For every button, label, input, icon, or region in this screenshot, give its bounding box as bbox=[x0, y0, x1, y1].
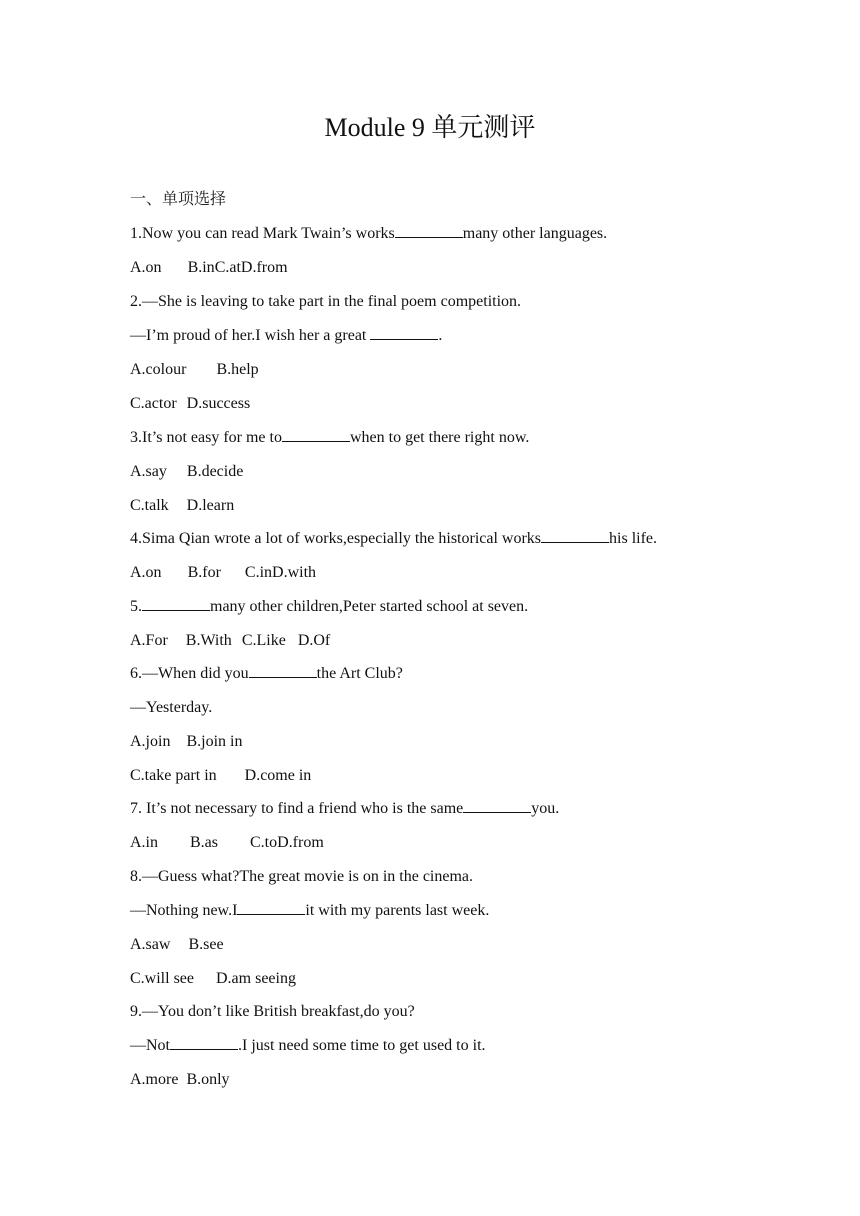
question-text: 1.Now you can read Mark Twain’s works bbox=[130, 225, 395, 242]
page-title: Module 9 单元测评 bbox=[324, 113, 536, 142]
option-d: D.Of bbox=[297, 632, 331, 649]
answer-blank bbox=[463, 799, 531, 813]
answer-blank bbox=[370, 326, 438, 340]
option-b: B.only bbox=[186, 1071, 230, 1088]
option-b: B.decide bbox=[186, 463, 244, 480]
question-3 bbox=[130, 427, 529, 449]
question-4-options bbox=[130, 562, 316, 584]
section-heading: 一、单项选择 bbox=[130, 189, 227, 208]
option-d: D.from bbox=[240, 259, 288, 276]
option-a: A.For bbox=[130, 632, 168, 649]
question-9: 9.—You don’t like British breakfast,do you? bbox=[130, 1003, 415, 1020]
option-a: A.say bbox=[130, 463, 167, 480]
option-b: B.for bbox=[187, 564, 221, 581]
option-c: C.take part in bbox=[130, 767, 217, 784]
question-8: 8.—Guess what?The great movie is on in the cinema. bbox=[130, 868, 474, 885]
question-text: 7. It’s not necessary to find a friend who is the same bbox=[130, 800, 464, 817]
question-2-line-2 bbox=[130, 325, 442, 347]
answer-blank bbox=[249, 664, 317, 678]
question-text: you. bbox=[531, 800, 560, 817]
option-c: C.to bbox=[250, 834, 278, 851]
answer-blank bbox=[237, 901, 305, 915]
question-text: it with my parents last week. bbox=[305, 902, 490, 919]
option-b: B.see bbox=[188, 936, 224, 953]
question-8-options-2 bbox=[130, 968, 296, 990]
answer-blank bbox=[170, 1036, 238, 1050]
option-b: B.as bbox=[190, 834, 218, 851]
option-b: B.With bbox=[185, 632, 232, 649]
option-c: C.Like bbox=[241, 632, 286, 649]
question-text: the Art Club? bbox=[316, 665, 403, 682]
question-2: 2.—She is leaving to take part in the final poem competition. bbox=[130, 293, 522, 310]
question-text: many other languages. bbox=[462, 225, 608, 242]
question-text: his life. bbox=[609, 530, 658, 547]
answer-blank bbox=[541, 529, 609, 543]
option-b: B.join in bbox=[186, 733, 243, 750]
answer-blank bbox=[142, 597, 210, 611]
option-a: A.join bbox=[130, 733, 171, 750]
option-a: A.more bbox=[130, 1071, 179, 1088]
option-d: D.from bbox=[277, 834, 324, 851]
option-c: C.will see bbox=[130, 970, 194, 987]
question-text: —I’m proud of her.I wish her a great bbox=[130, 327, 371, 344]
question-8-options-1 bbox=[130, 934, 224, 956]
option-c: C.talk bbox=[130, 497, 169, 514]
question-3-options-1 bbox=[130, 461, 243, 483]
question-5 bbox=[130, 596, 528, 618]
question-text: many other children,Peter started school at seven. bbox=[210, 598, 529, 615]
question-1 bbox=[130, 223, 607, 245]
option-b: B.in bbox=[187, 259, 215, 276]
answer-blank bbox=[395, 224, 463, 238]
question-text: 3.It’s not easy for me to bbox=[130, 429, 282, 446]
question-6 bbox=[130, 663, 403, 685]
option-c: C.at bbox=[214, 259, 241, 276]
option-d: D.success bbox=[186, 395, 251, 412]
question-6-line-2: —Yesterday. bbox=[130, 699, 213, 716]
option-d: D.learn bbox=[186, 497, 235, 514]
question-text: —Nothing new.I bbox=[130, 902, 238, 919]
question-text: .I just need some time to get used to it. bbox=[238, 1037, 486, 1054]
question-4 bbox=[130, 528, 657, 550]
option-d: D.with bbox=[272, 564, 317, 581]
question-text: —Not bbox=[130, 1037, 170, 1054]
question-7-options bbox=[130, 832, 324, 854]
question-7 bbox=[130, 798, 559, 820]
option-d: D.come in bbox=[244, 767, 312, 784]
question-5-options bbox=[130, 630, 330, 652]
question-2-options-1 bbox=[130, 359, 259, 381]
option-b: B.help bbox=[216, 361, 259, 378]
option-c: C.actor bbox=[130, 395, 177, 412]
question-9-line-2 bbox=[130, 1035, 486, 1057]
option-a: A.in bbox=[130, 834, 158, 851]
question-1-options bbox=[130, 257, 288, 279]
question-text: when to get there right now. bbox=[349, 429, 530, 446]
option-a: A.colour bbox=[130, 361, 187, 378]
question-9-options-1 bbox=[130, 1069, 230, 1091]
option-a: A.saw bbox=[130, 936, 171, 953]
question-6-options-2 bbox=[130, 765, 311, 787]
question-6-options-1 bbox=[130, 731, 242, 753]
question-3-options-2 bbox=[130, 495, 234, 517]
option-a: A.on bbox=[130, 564, 162, 581]
option-c: C.in bbox=[244, 564, 273, 581]
answer-blank bbox=[282, 428, 350, 442]
question-text: 4.Sima Qian wrote a lot of works,especially the historical works bbox=[130, 530, 542, 547]
option-d: D.am seeing bbox=[216, 970, 296, 987]
question-2-options-2 bbox=[130, 393, 250, 415]
question-8-line-2 bbox=[130, 900, 489, 922]
option-a: A.on bbox=[130, 259, 162, 276]
question-text: . bbox=[438, 327, 443, 344]
question-text: 5. bbox=[130, 598, 142, 615]
question-text: 6.—When did you bbox=[130, 665, 249, 682]
